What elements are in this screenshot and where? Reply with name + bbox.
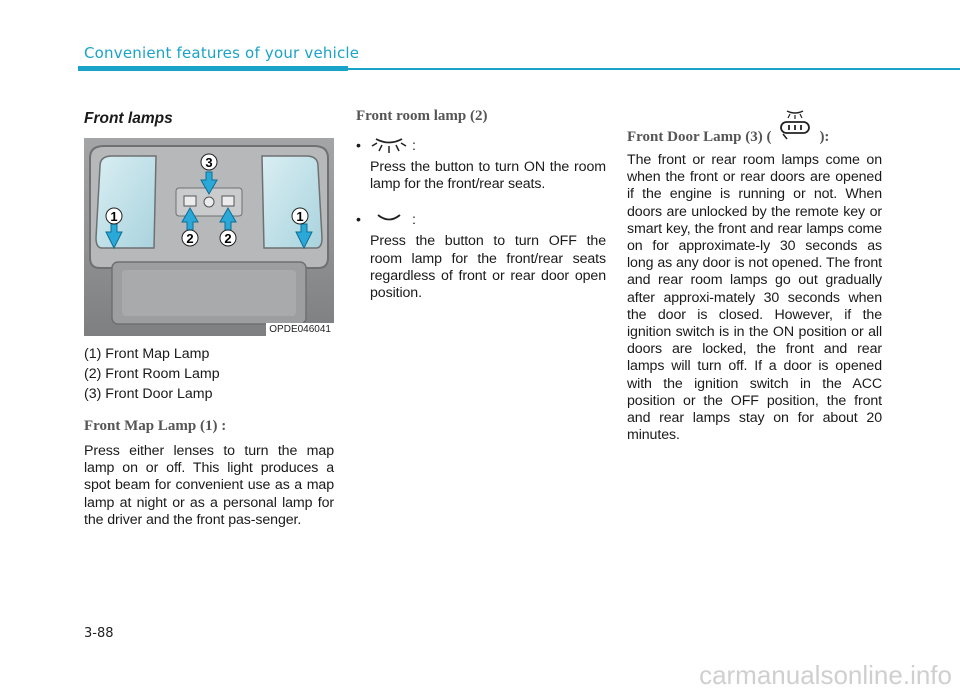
callout-1-left: 1 [110, 209, 118, 224]
section-header-title: Convenient features of your vehicle [84, 44, 360, 62]
page-number: 3-88 [84, 626, 114, 641]
map-lamp-title: Front Map Lamp (1) : [84, 418, 227, 434]
callout-2-left: 2 [186, 231, 194, 246]
figure-code: OPDE046041 [266, 323, 334, 336]
overhead-console-figure [84, 138, 334, 336]
legend-item: (2) Front Room Lamp [84, 366, 220, 382]
left-map-lamp-lens [96, 156, 156, 248]
left-column [84, 108, 334, 529]
watermark: carmanualsonline.info [699, 660, 952, 690]
front-lamps-title: Front lamps [84, 110, 173, 127]
door-lamp-description: The front or rear room lamps come on when the front or rear doors are opened if the engine is running or not. When doors are unlocked by the remote key or smart key, the front and rear lamps come on for approximate-ly 30 seconds as long as any door is not opened. The front and rear room lamps go out gradually after approxi-mately 30 seconds when the door is closed. However, if the ignition switch is in the ON position or all doors are locked, the front and rear lamps will turn off. If a door is opened with the ignition switch in the ACC position or the OFF position, the front and rear lamps stay on for about 20 minutes. [627, 152, 882, 444]
overhead-console-illustration [84, 138, 334, 336]
middle-column [356, 108, 606, 302]
room-lamp-title: Front room lamp (2) [356, 108, 488, 124]
colon: : [412, 138, 416, 154]
colon: : [412, 212, 416, 229]
header-rule-thick [78, 66, 348, 71]
room-lamp-on-text: Press the button to turn ON the room lamp for the front/rear seats. [370, 159, 606, 193]
callout-1-right: 1 [296, 209, 304, 224]
legend-item: (3) Front Door Lamp [84, 386, 213, 402]
callout-2-right: 2 [224, 231, 232, 246]
door-lamp-title [627, 112, 882, 146]
legend-item: (1) Front Map Lamp [84, 346, 210, 362]
room-lamp-on-item: • : Press the button to turn ON the room lamp for the front/rear seats. [356, 133, 606, 193]
callout-3: 3 [205, 155, 213, 170]
door-lamp-icon [777, 107, 813, 146]
room-lamp-off-item: • : Press the button to turn OFF the room lamp for the front/rear seats regardless of front or rear door open position. [356, 207, 606, 302]
header-rule-thin [348, 68, 960, 70]
room-lamp-on-icon [370, 134, 408, 158]
right-map-lamp-lens [262, 156, 322, 248]
room-lamp-off-icon [370, 208, 408, 232]
door-lamp-title-prefix: Front Door Lamp (3) ( [627, 129, 772, 145]
door-lamp-title-suffix: ): [819, 129, 830, 145]
lamp-legend [84, 344, 334, 404]
room-lamp-off-text: Press the button to turn OFF the room lamp for the front/rear seats regardless of front or rear door open position. [370, 233, 606, 302]
right-column [627, 112, 882, 444]
map-lamp-description: Press either lenses to turn the map lamp on or off. This light produces a spot beam for convenient use as a map lamp at night or as a personal lamp for the driver and the front pas-senger. [84, 443, 334, 528]
